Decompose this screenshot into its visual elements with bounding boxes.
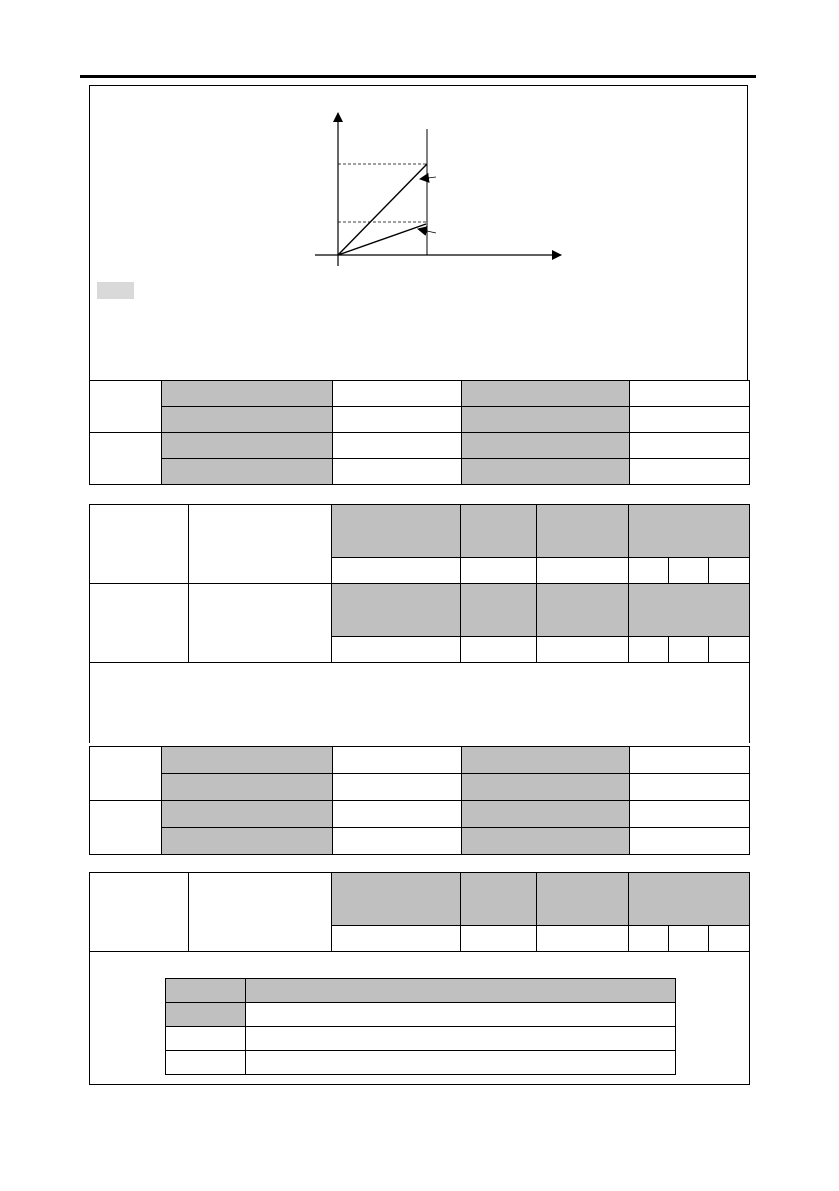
param-value-cell	[630, 433, 750, 459]
table-row	[90, 433, 750, 459]
section1-param-table	[89, 380, 750, 485]
header-cell	[461, 584, 537, 637]
param-value-cell	[333, 828, 462, 855]
setting-meaning-cell	[246, 1003, 676, 1027]
group-cell	[90, 801, 162, 855]
setting-meaning-cell	[246, 1051, 676, 1075]
param-name-cell	[462, 433, 630, 459]
header-cell	[332, 505, 461, 558]
upper-leader	[420, 177, 436, 179]
param-value-cell	[630, 459, 750, 485]
param-name-cell	[162, 381, 333, 407]
setting-table	[165, 978, 676, 1075]
description-cell	[90, 663, 750, 744]
param-code-cell	[90, 873, 189, 952]
table-row	[90, 747, 750, 774]
param-name-cell	[462, 407, 630, 433]
value-cell	[332, 926, 461, 952]
param-value-cell	[333, 774, 462, 801]
param-value-cell	[630, 828, 750, 855]
param-value-cell	[333, 381, 462, 407]
table-row	[90, 828, 750, 855]
ratio-diagram	[90, 86, 749, 381]
param-code-cell	[90, 505, 189, 584]
header-cell	[629, 505, 750, 558]
value-cell	[461, 926, 537, 952]
table-row	[166, 1027, 676, 1051]
param-name-cell	[189, 505, 332, 584]
param-name-cell	[162, 407, 333, 433]
param-name-cell	[162, 801, 333, 828]
group-cell	[90, 747, 162, 801]
flag-cell	[629, 926, 669, 952]
value-cell	[537, 558, 629, 584]
header-cell	[537, 584, 629, 637]
setting-key-cell	[166, 1051, 246, 1075]
table-row	[90, 459, 750, 485]
section2-param-table	[89, 746, 750, 855]
table-row	[90, 873, 750, 926]
value-cell	[461, 558, 537, 584]
lower-ratio-line	[338, 224, 426, 255]
flag-cell	[709, 926, 750, 952]
param-value-cell	[630, 381, 750, 407]
flag-cell	[629, 637, 669, 663]
header-cell	[332, 873, 461, 926]
table-row	[90, 952, 750, 1085]
param-value-cell	[333, 433, 462, 459]
param-name-cell	[162, 433, 333, 459]
param-name-cell	[462, 459, 630, 485]
param-name-cell	[462, 381, 630, 407]
param-value-cell	[333, 801, 462, 828]
param-value-cell	[630, 747, 750, 774]
flag-cell	[629, 558, 669, 584]
param-value-cell	[630, 774, 750, 801]
param-value-cell	[630, 801, 750, 828]
group-cell	[90, 433, 162, 485]
flag-cell	[669, 637, 709, 663]
table-row	[90, 381, 750, 407]
table-row	[166, 1051, 676, 1075]
param-name-cell	[162, 459, 333, 485]
upper-ratio-line	[338, 164, 427, 255]
param-value-cell	[333, 747, 462, 774]
header-cell	[629, 584, 750, 637]
param-name-cell	[462, 828, 630, 855]
param-name-cell	[462, 801, 630, 828]
flag-cell	[709, 558, 750, 584]
setting-meaning-cell	[246, 1027, 676, 1051]
param-name-cell	[462, 747, 630, 774]
figure-panel	[89, 85, 748, 380]
setting-panel	[90, 952, 750, 1085]
setting-key-cell	[166, 1003, 246, 1027]
flag-cell	[669, 558, 709, 584]
flag-cell	[709, 637, 750, 663]
param-name-cell	[189, 584, 332, 663]
table-row	[90, 801, 750, 828]
param-name-cell	[462, 774, 630, 801]
flag-cell	[669, 926, 709, 952]
header-cell	[461, 873, 537, 926]
table-row	[90, 774, 750, 801]
table-row	[166, 979, 676, 1003]
note-label	[97, 282, 134, 299]
param-name-cell	[189, 873, 332, 952]
setting-key-cell	[166, 1027, 246, 1051]
param-value-cell	[333, 459, 462, 485]
header-cell	[537, 873, 629, 926]
section3-header-table	[89, 872, 750, 1085]
group-cell	[90, 381, 162, 433]
value-cell	[332, 637, 461, 663]
param-name-cell	[162, 747, 333, 774]
param-value-cell	[333, 407, 462, 433]
value-cell	[461, 637, 537, 663]
value-cell	[332, 558, 461, 584]
table-row	[90, 584, 750, 637]
param-name-cell	[162, 828, 333, 855]
value-cell	[537, 637, 629, 663]
setting-key-header	[166, 979, 246, 1003]
header-cell	[461, 505, 537, 558]
param-name-cell	[162, 774, 333, 801]
table-row	[90, 505, 750, 558]
header-cell	[629, 873, 750, 926]
table-row	[166, 1003, 676, 1027]
param-value-cell	[630, 407, 750, 433]
value-cell	[537, 926, 629, 952]
header-cell	[537, 505, 629, 558]
table-row	[90, 407, 750, 433]
table-row	[90, 663, 750, 744]
header-cell	[332, 584, 461, 637]
section2-header-table	[89, 504, 750, 743]
param-code-cell	[90, 584, 189, 663]
setting-meaning-header	[246, 979, 676, 1003]
page-header-rule	[80, 75, 756, 78]
